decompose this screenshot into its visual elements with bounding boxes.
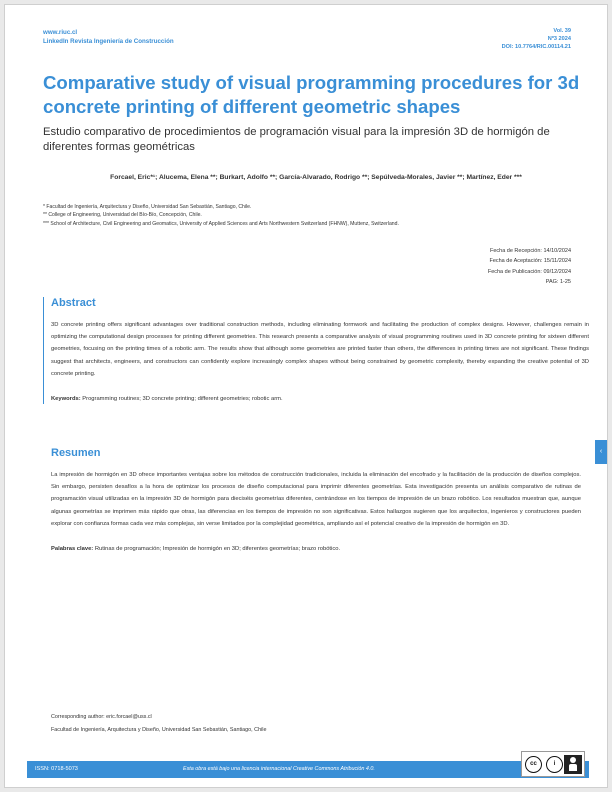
resumen-heading: Resumen bbox=[51, 447, 101, 459]
resumen-section bbox=[51, 447, 581, 554]
abstract-heading: Abstract bbox=[51, 297, 96, 309]
corresponding-author: Corresponding author: eric.forcael@uss.cl bbox=[51, 714, 152, 720]
issue-number: Nº3 2024 bbox=[547, 36, 571, 42]
abstract-keywords bbox=[51, 394, 589, 404]
issue-info bbox=[502, 27, 571, 51]
affiliation-3: *** School of Architecture, Civil Engineering and Geomatics, University of Applied Sciences and Arts Northwestern Switzerland (FHNW), Muttenz, Switzerland. bbox=[43, 220, 399, 227]
publication-dates bbox=[488, 246, 571, 287]
abstract-text: 3D concrete printing offers significant advantages over traditional construction methods, including eliminating formwork and facilitating the production of complex designs. However, challenges remain in optimizing the computational design processes for printing different geometries. This research presents a comparative analysis of visual programming routines used in 3D concrete printing for sixteen different geometries, focusing on the printing times of a robotic arm. The results show that although some geometries are printed faster than others, the differences in printing times are not significant. These findings suggest that architects, engineers, and constructors can confidently explore increasingly complex shapes without being constrained by geometric complexity, thereby expanding the creative potential of 3D concrete printing. bbox=[51, 322, 589, 377]
volume: Vol. 39 bbox=[553, 28, 571, 34]
page-range: PAG: 1-25 bbox=[545, 278, 571, 285]
abstract-section bbox=[43, 297, 589, 404]
paper-page bbox=[4, 4, 608, 788]
site-link[interactable]: www.riuc.cl bbox=[43, 29, 78, 36]
by-person-icon bbox=[564, 755, 582, 774]
issn: ISSN: 0718-5073 bbox=[35, 766, 78, 772]
affiliation-2: ** College of Engineering, Universidad del Bío-Bío, Concepción, Chile. bbox=[43, 212, 202, 219]
cc-logo-icon: cc bbox=[525, 756, 542, 773]
date-accepted: Fecha de Aceptación: 15/11/2024 bbox=[489, 258, 571, 265]
resumen-keywords bbox=[51, 544, 581, 554]
attribution-icon: i bbox=[546, 756, 563, 773]
paper-subtitle: Estudio comparativo de procedimientos de programación visual para la impresión 3D de hormigón de diferentes formas geométricas bbox=[43, 126, 550, 153]
affiliations bbox=[43, 203, 583, 228]
keywords-text: Programming routines; 3D concrete printing; different geometries; robotic arm. bbox=[82, 396, 283, 403]
keywords-label: Keywords: bbox=[51, 396, 81, 403]
license-text[interactable]: Esta obra está bajo una licencia internacional Creative Commons Atribución 4.0. bbox=[183, 766, 375, 772]
journal-name: LinkedIn Revista Ingeniería de Construcción bbox=[43, 37, 174, 45]
footer-bar bbox=[27, 761, 589, 778]
author-list: Forcael, Eric*¹; Alucema, Elena **; Burkart, Adolfo **; García-Alvarado, Rodrigo **; Sepúlveda-Morales, Javier **; Martínez, Eder *** bbox=[110, 174, 522, 181]
creative-commons-badge-icon[interactable] bbox=[521, 751, 585, 777]
date-received: Fecha de Recepción: 14/10/2024 bbox=[489, 248, 571, 254]
journal-header bbox=[43, 29, 174, 46]
corresponding-affiliation: Facultad de Ingeniería, Arquitectura y Diseño, Universidad San Sebastián, Santiago, Chile bbox=[51, 727, 267, 733]
resumen-text: La impresión de hormigón en 3D ofrece importantes ventajas sobre los métodos de construcción tradicionales, incluida la eliminación del encofrado y la facilitación de la producción de diseños complejos. Sin embargo, persisten desafíos a la hora de optimizar los procesos de diseño computacional para imprimir diferentes geometrías. Esta investigación presenta un análisis comparativo de rutinas de programación visual utilizadas en la impresión 3D de hormigón para dieciséis geometrías diferentes, centrándose en los tiempos de impresión de un brazo robótico. Los resultados muestran que, aunque algunas geometrías se imprimen más rápido que otras, las diferencias en los tiempos de impresión no son significativas. Estos hallazgos sugieren que los arquitectos, ingenieros y constructores pueden explorar con confianza formas cada vez más complejas, sin verse limitados por la complejidad geométrica, ampliando así el potencial creativo de la impresión de hormigón en 3D. bbox=[51, 472, 581, 527]
date-published: Fecha de Publicación: 09/12/2024 bbox=[487, 268, 571, 275]
palabras-clave-text: Rutinas de programación; Impresión de hormigón en 3D; diferentes geometrías; brazo robótico. bbox=[94, 546, 341, 553]
doi-link[interactable]: DOI: 10.7764/RIC.00114.21 bbox=[501, 44, 571, 50]
paper-title: Comparative study of visual programming procedures for 3d concrete printing of different geometric shapes bbox=[43, 72, 580, 117]
correspondence bbox=[51, 711, 266, 737]
side-panel-toggle[interactable]: ‹ bbox=[595, 440, 607, 464]
affiliation-1: * Facultad de Ingeniería, Arquitectura y Diseño, Universidad San Sebastián, Santiago, Chile. bbox=[43, 204, 252, 210]
palabras-clave-label: Palabras clave: bbox=[51, 546, 94, 553]
